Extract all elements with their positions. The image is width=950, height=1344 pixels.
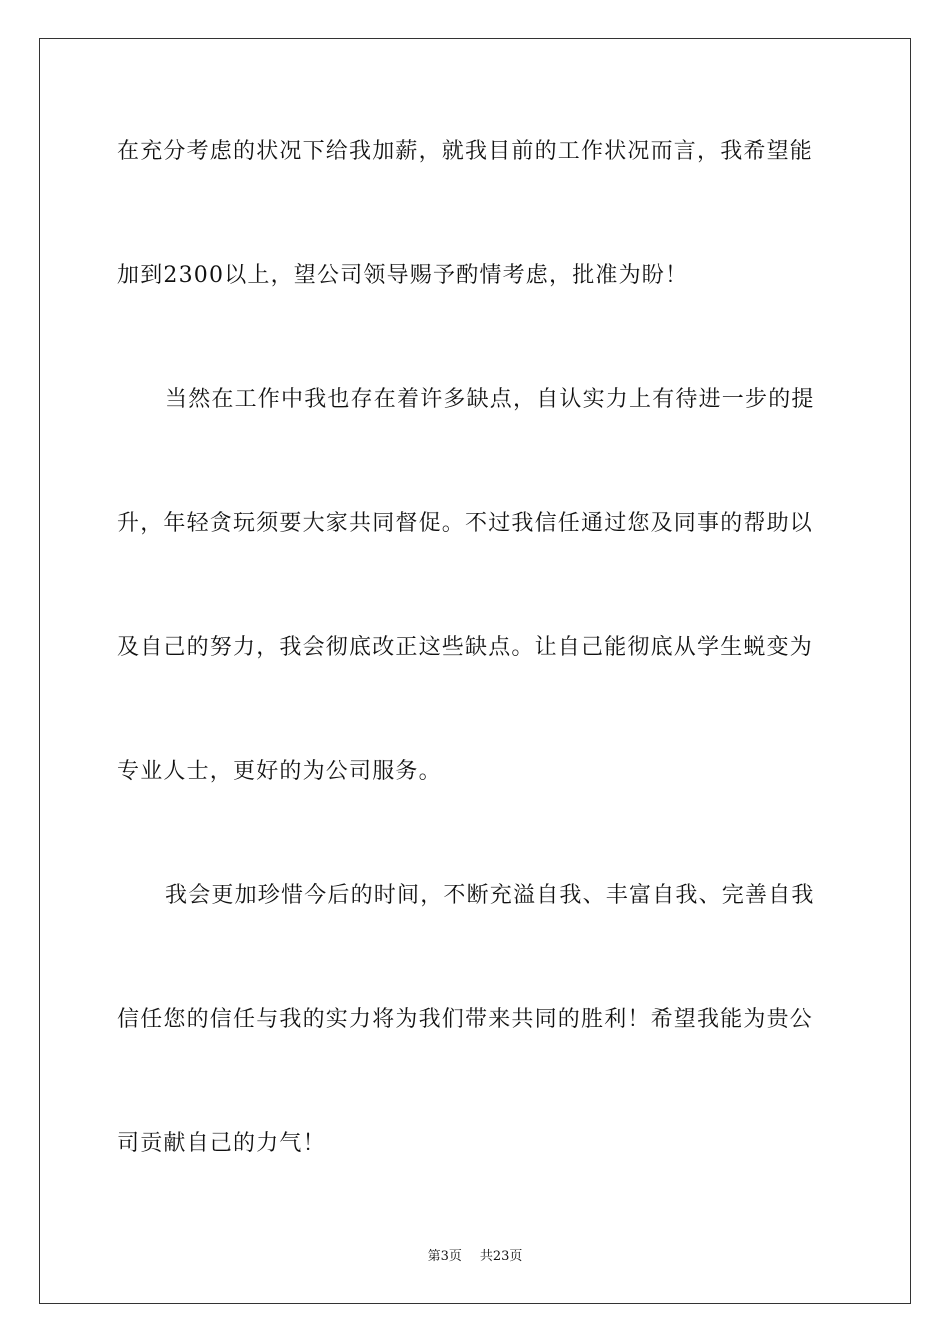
paragraph-line: 司贡献自己的力气！ (117, 1131, 326, 1156)
paragraph-line: 专业人士，更好的为公司服务。 (117, 759, 442, 784)
paragraph-line: 我会更加珍惜今后的时间，不断充溢自我、丰富自我、完善自我 (165, 883, 815, 908)
paragraph-line: 当然在工作中我也存在着许多缺点，自认实力上有待进一步的提 (165, 387, 815, 412)
paragraph-line: 信任您的信任与我的实力将为我们带来共同的胜利！希望我能为贵公 (117, 1007, 814, 1032)
page-border (39, 38, 911, 1304)
paragraph-line: 及自己的努力，我会彻底改正这些缺点。让自己能彻底从学生蜕变为 (117, 635, 814, 660)
paragraph-line: 加到2300以上，望公司领导赐予酌情考虑，批准为盼！ (117, 263, 689, 288)
page-footer (0, 1248, 950, 1266)
page-total: 共23页 (479, 1249, 523, 1264)
paragraph-line: 升，年轻贪玩须要大家共同督促。不过我信任通过您及同事的帮助以 (117, 511, 814, 536)
page-number: 第3页 (427, 1249, 462, 1264)
paragraph-line: 在充分考虑的状况下给我加薪，就我目前的工作状况而言，我希望能 (117, 139, 814, 164)
